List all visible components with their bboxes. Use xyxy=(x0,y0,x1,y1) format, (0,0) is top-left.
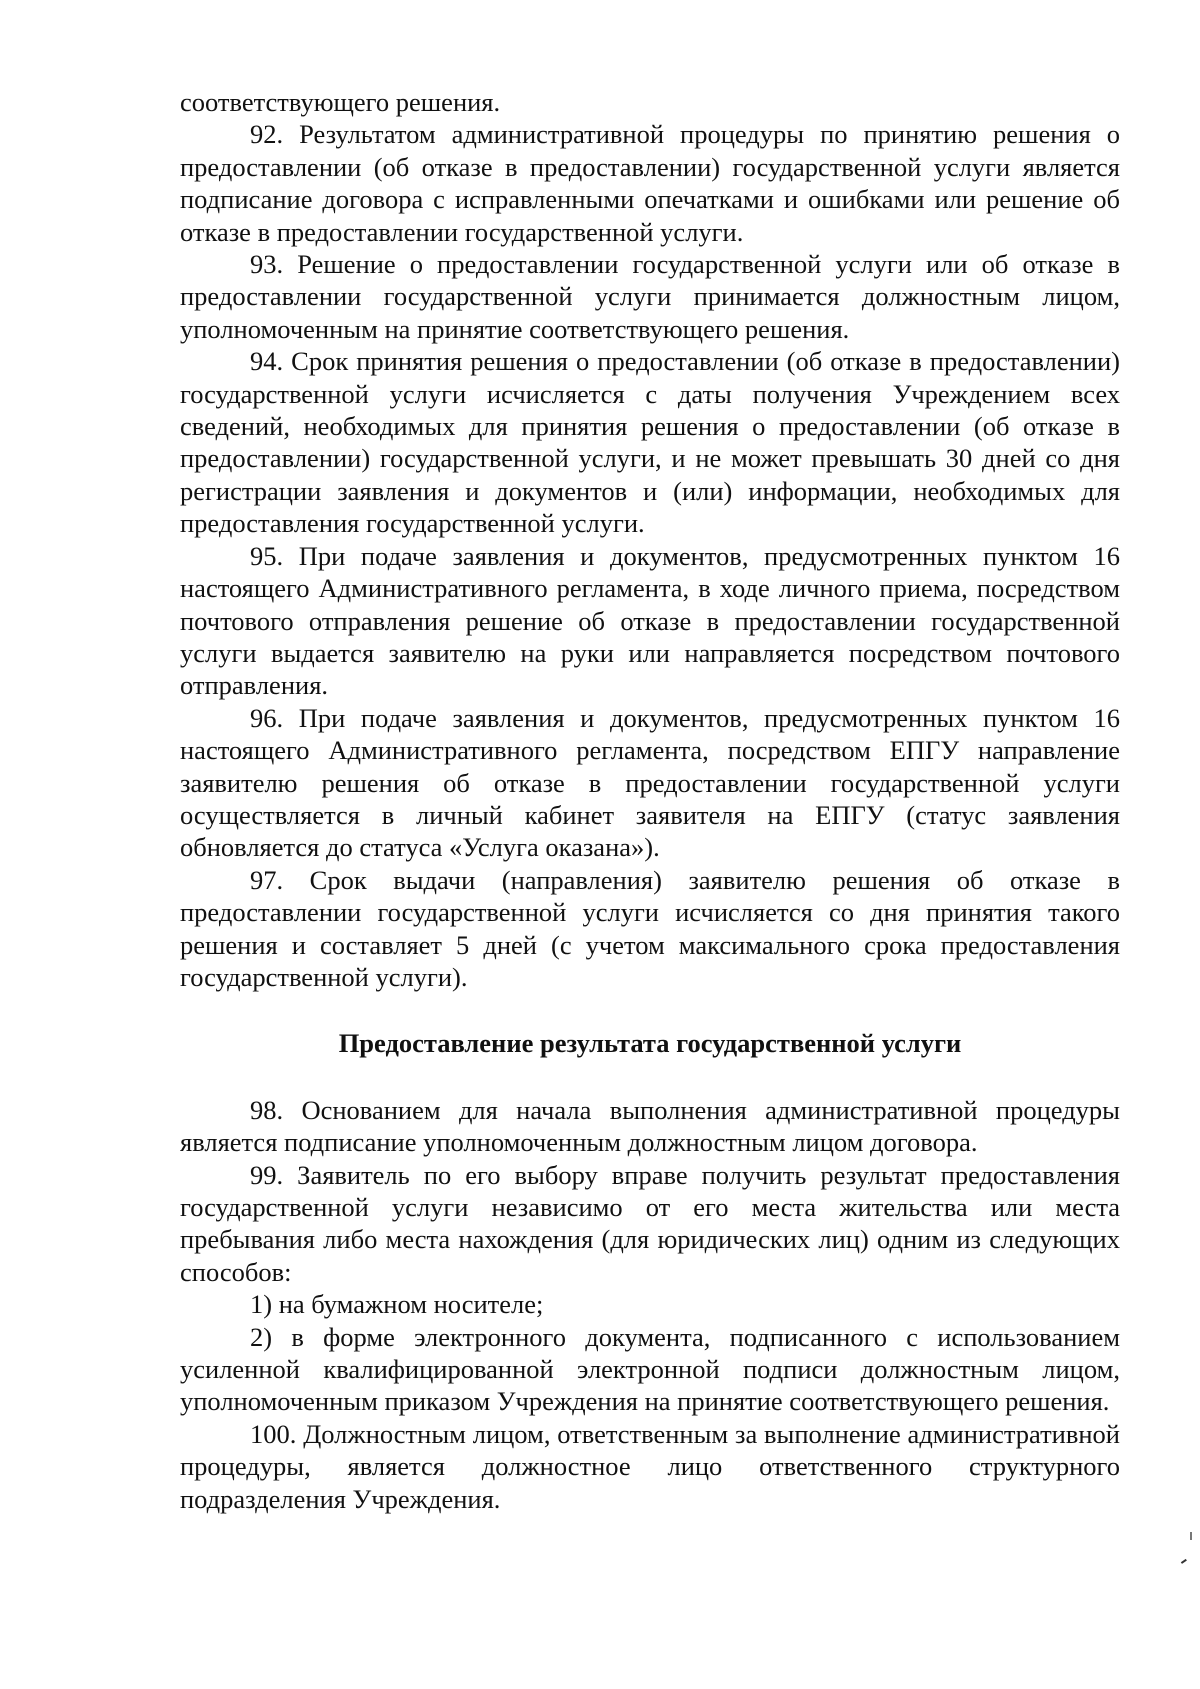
paragraph-93: 93. Решение о предоставлении государственной услуги или об отказе в предоставлении государственной услуги принимается должностным лицом, уполномоченным на принятие соответствующего решения. xyxy=(180,249,1120,344)
paragraph-continuation: соответствующего решения. xyxy=(180,87,501,117)
section-heading: Предоставление результата государственной услуги xyxy=(338,1028,962,1059)
list-item-2: 2) в форме электронного документа, подписанного с использованием усиленной квалифицированной электронной подписи должностным лицом, уполномоченным приказом Учреждения на принятие соответствующего решения. xyxy=(180,1321,1120,1417)
paragraph-94: 94. Срок принятия решения о предоставлении (об отказе в предоставлении) государственной услуги исчисляется с даты получения Учреждением всех сведений, необходимых для принятия решения о предоставлении (об отказе в предоставлении) государственной услуги, и не может превышать 30 дней со дня регистрации заявления и документов и (или) информации, необходимых для предоставления государственной услуги. xyxy=(180,346,1120,539)
paragraph-95: 95. При подаче заявления и документов, предусмотренных пунктом 16 настоящего Административного регламента, в ходе личного приема, посредством почтового отправления решение об отказе в предоставлении государственной услуги выдается заявителю на руки или направляется посредством почтового отправления. xyxy=(180,540,1120,701)
scan-mark xyxy=(1190,1532,1192,1540)
paragraph-96: 96. При подаче заявления и документов, предусмотренных пунктом 16 настоящего Административного регламента, посредством ЕПГУ направление заявителю решения об отказе в предоставлении государственной услуги осуществляется в личный кабинет заявителя на ЕПГУ (статус заявления обновляется до статуса «Услуга оказана»). xyxy=(180,702,1120,863)
list-item-1: 1) на бумажном носителе; xyxy=(250,1289,544,1320)
paragraph-99: 99. Заявитель по его выбору вправе получить результат предоставления государственной услуги независимо от его места жительства или места пребывания либо места нахождения (для юридических лиц) одним из следующих способов: xyxy=(180,1159,1120,1287)
paragraph-98: 98. Основанием для начала выполнения административной процедуры является подписание уполномоченным должностным лицом договора. xyxy=(180,1094,1120,1158)
paragraph-100: 100. Должностным лицом, ответственным за выполнение административной процедуры, является должностное лицо ответственного структурного подразделения Учреждения. xyxy=(180,1418,1120,1514)
paragraph-97: 97. Срок выдачи (направления) заявителю решения об отказе в предоставлении государственной услуги исчисляется со дня принятия такого решения и составляет 5 дней (с учетом максимального срока предоставления государственной услуги). xyxy=(180,864,1120,992)
document-page xyxy=(180,86,1120,1515)
paragraph-92: 92. Результатом административной процедуры по принятию решения о предоставлении (об отказе в предоставлении) государственной услуги является подписание договора с исправленными опечатками и ошибками или решение об отказе в предоставлении государственной услуги. xyxy=(180,119,1120,247)
scan-mark xyxy=(1181,1559,1189,1567)
